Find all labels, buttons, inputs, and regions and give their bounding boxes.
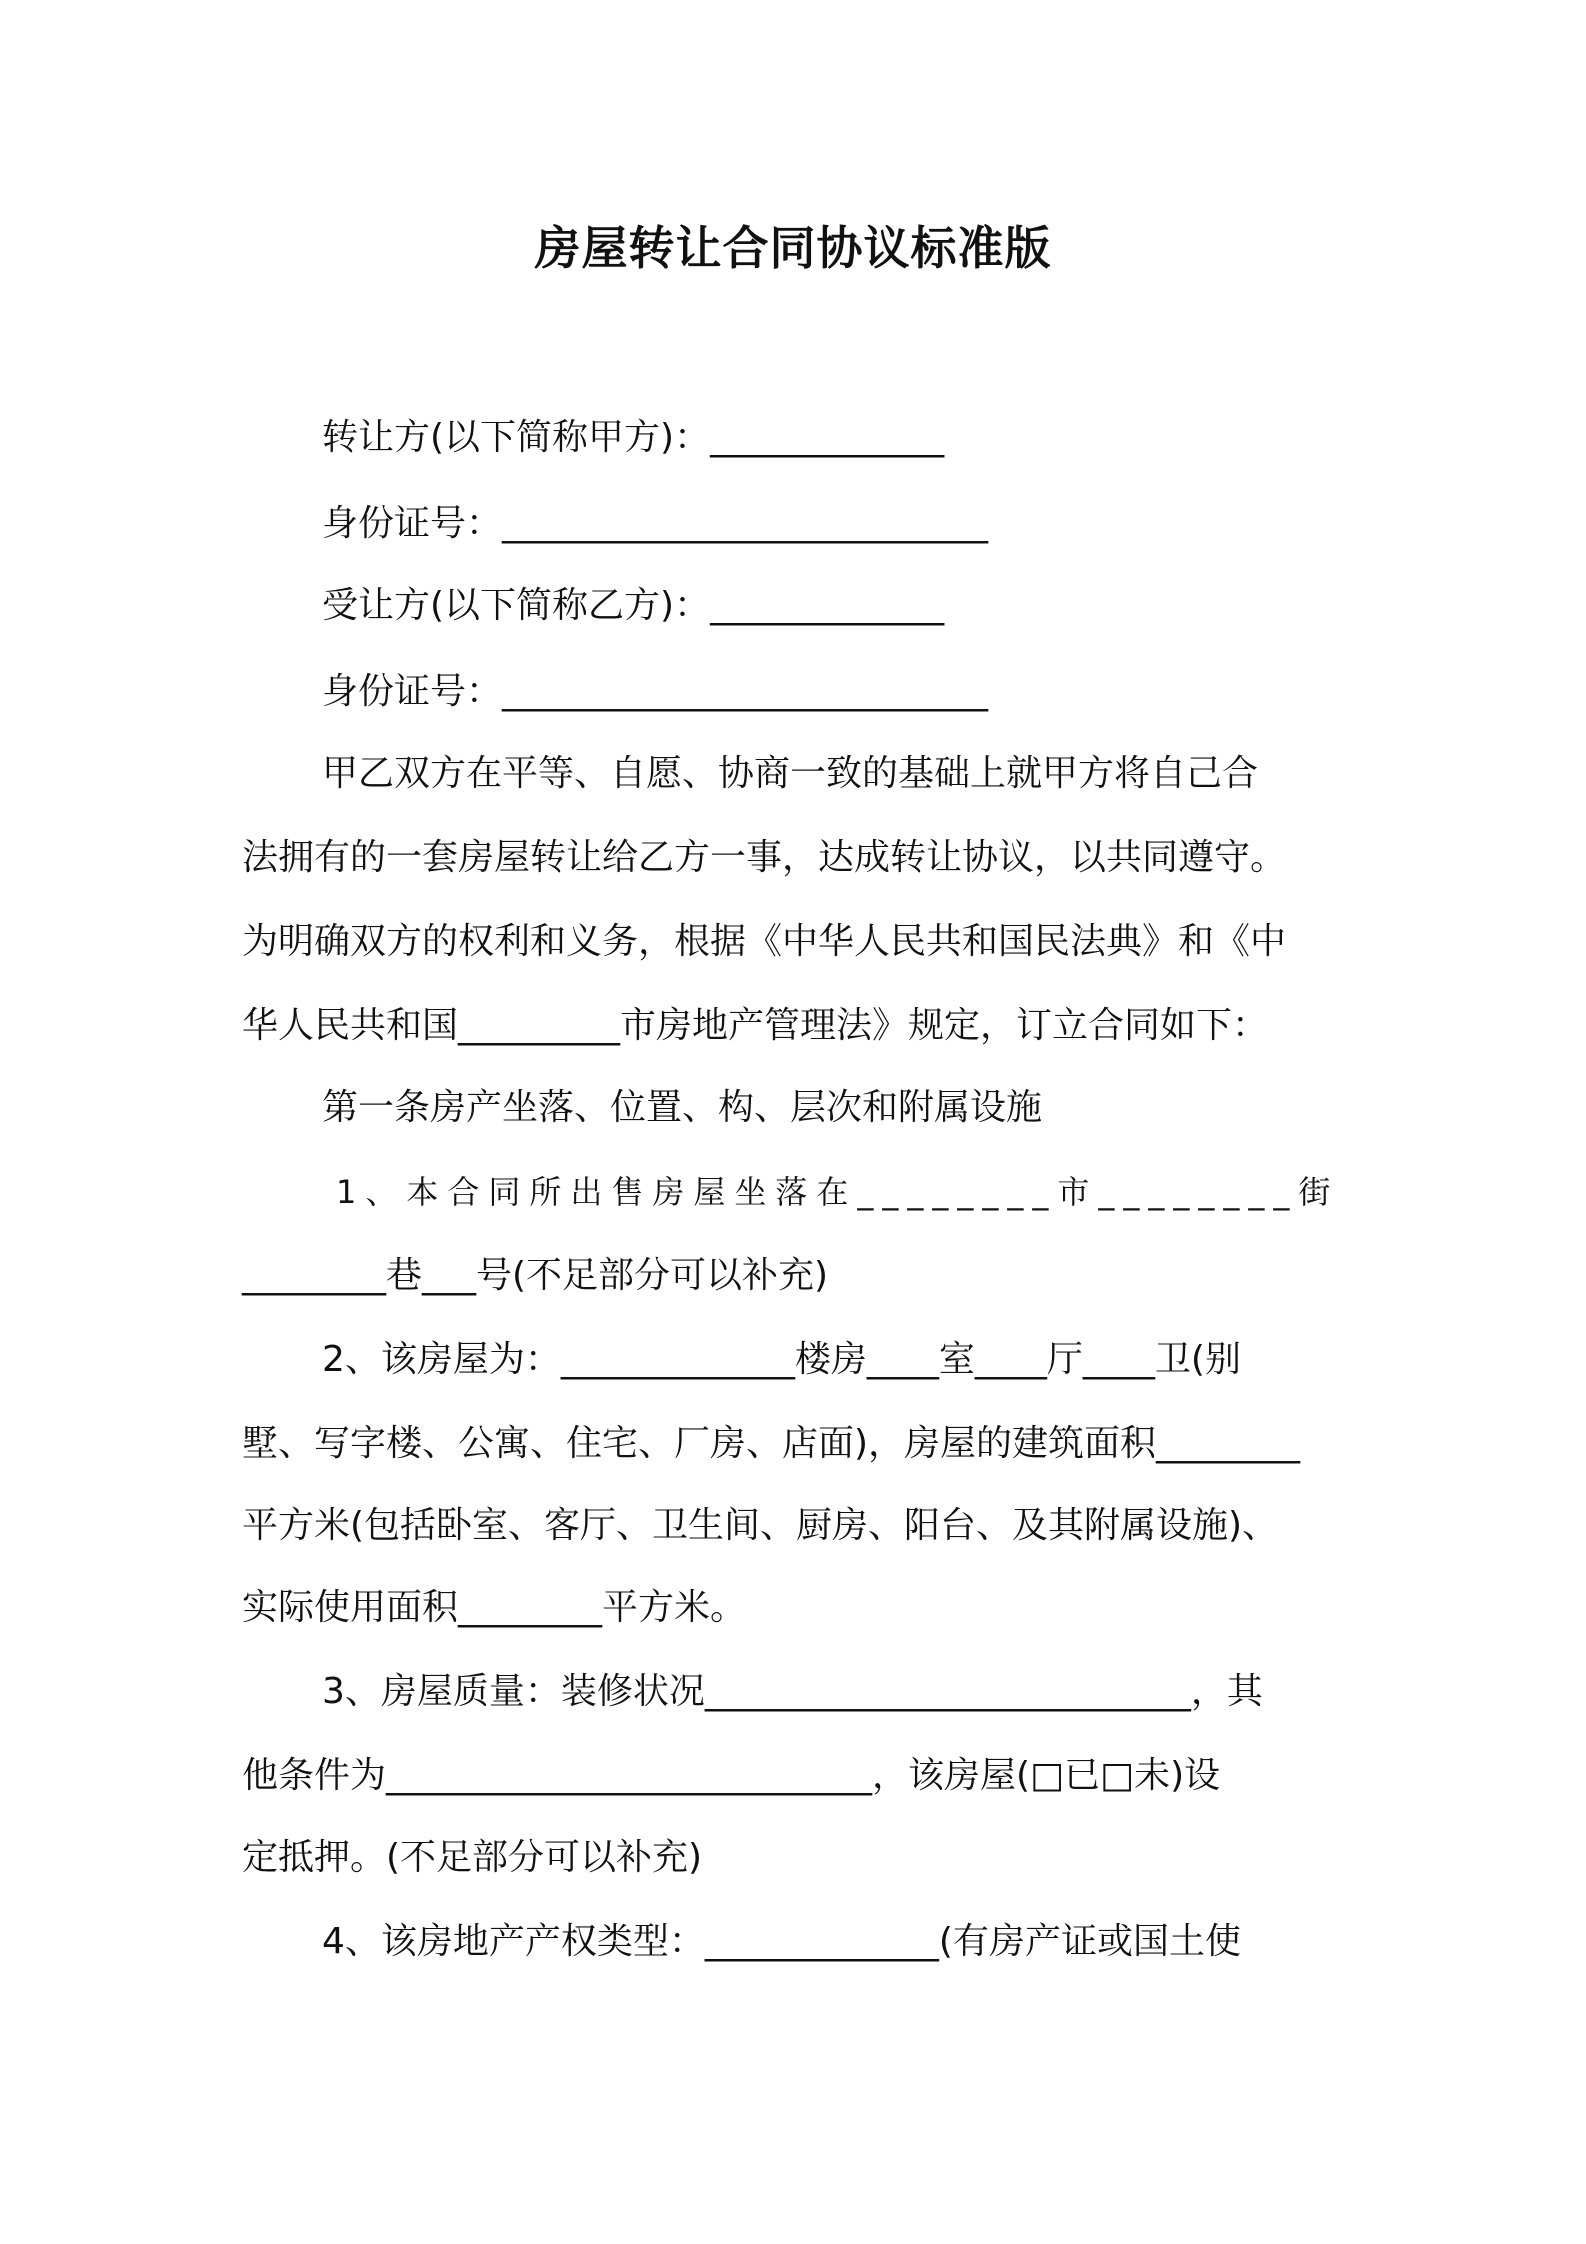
- line-text: 定抵押。(不足部分可以补充): [242, 1837, 703, 1878]
- line-text: 甲乙双方在平等、自愿、协商一致的基础上就甲方将自己合: [322, 753, 1259, 794]
- line-text: 1、本合同所出售房屋坐落在________市________街: [336, 1173, 1340, 1211]
- preamble-line-2: [0, 822, 1586, 894]
- clause-3-line-2: [0, 1740, 1586, 1812]
- line-text: 2、该房屋为：_____________楼房____室____厅____卫(别: [322, 1339, 1241, 1380]
- line-text: 实际使用面积________平方米。: [242, 1587, 747, 1628]
- line-text: 4、该房地产产权类型：_____________(有房产证或国土使: [322, 1921, 1241, 1962]
- line-text: 法拥有的一套房屋转让给乙方一事，达成转让协议，以共同遵守。: [242, 837, 1287, 878]
- clause-2-line-3: [0, 1490, 1586, 1562]
- line-text: 转让方(以下简称甲方)：_____________: [322, 417, 945, 458]
- line-text: 第一条房产坐落、位置、构、层次和附属设施: [322, 1087, 1043, 1128]
- line-text: 他条件为___________________________，该房屋(□已□未)设: [242, 1755, 1221, 1796]
- line-text: 平方米(包括卧室、客厅、卫生间、厨房、阳台、及其附属设施)、: [242, 1505, 1279, 1546]
- line-text: 受让方(以下简称乙方)：_____________: [322, 585, 945, 626]
- line-text: 3、房屋质量：装修状况___________________________，其: [322, 1671, 1263, 1712]
- clause-1-line-2: [0, 1240, 1586, 1312]
- line-text: 华人民共和国_________市房地产管理法》规定，订立合同如下：: [242, 1005, 1269, 1046]
- clause-2-line-2: [0, 1408, 1586, 1480]
- clause-3-line-3: [0, 1822, 1586, 1894]
- line-text: ________巷___号(不足部分可以补充): [242, 1255, 829, 1296]
- document-title: 房屋转让合同协议标准版: [534, 221, 1052, 275]
- clause-2-line-1: [0, 1324, 1586, 1396]
- preamble-line-1: [0, 738, 1586, 810]
- clause-3-line-1: [0, 1656, 1586, 1728]
- transferor-line: [0, 402, 1586, 474]
- article-one-heading: [0, 1072, 1586, 1144]
- line-text: 墅、写字楼、公寓、住宅、厂房、店面)，房屋的建筑面积________: [242, 1423, 1301, 1464]
- clause-1-line-1: [0, 1156, 1586, 1228]
- preamble-line-3: [0, 906, 1586, 978]
- clause-4-line-1: [0, 1906, 1586, 1978]
- line-text: 身份证号：___________________________: [322, 503, 989, 544]
- line-text: 为明确双方的权利和义务，根据《中华人民共和国民法典》和《中: [242, 921, 1287, 962]
- transferor-id-line: [0, 488, 1586, 560]
- preamble-line-4: [0, 990, 1586, 1062]
- clause-2-line-4: [0, 1572, 1586, 1644]
- transferee-line: [0, 570, 1586, 642]
- transferee-id-line: [0, 656, 1586, 728]
- line-text: 身份证号：___________________________: [322, 671, 989, 712]
